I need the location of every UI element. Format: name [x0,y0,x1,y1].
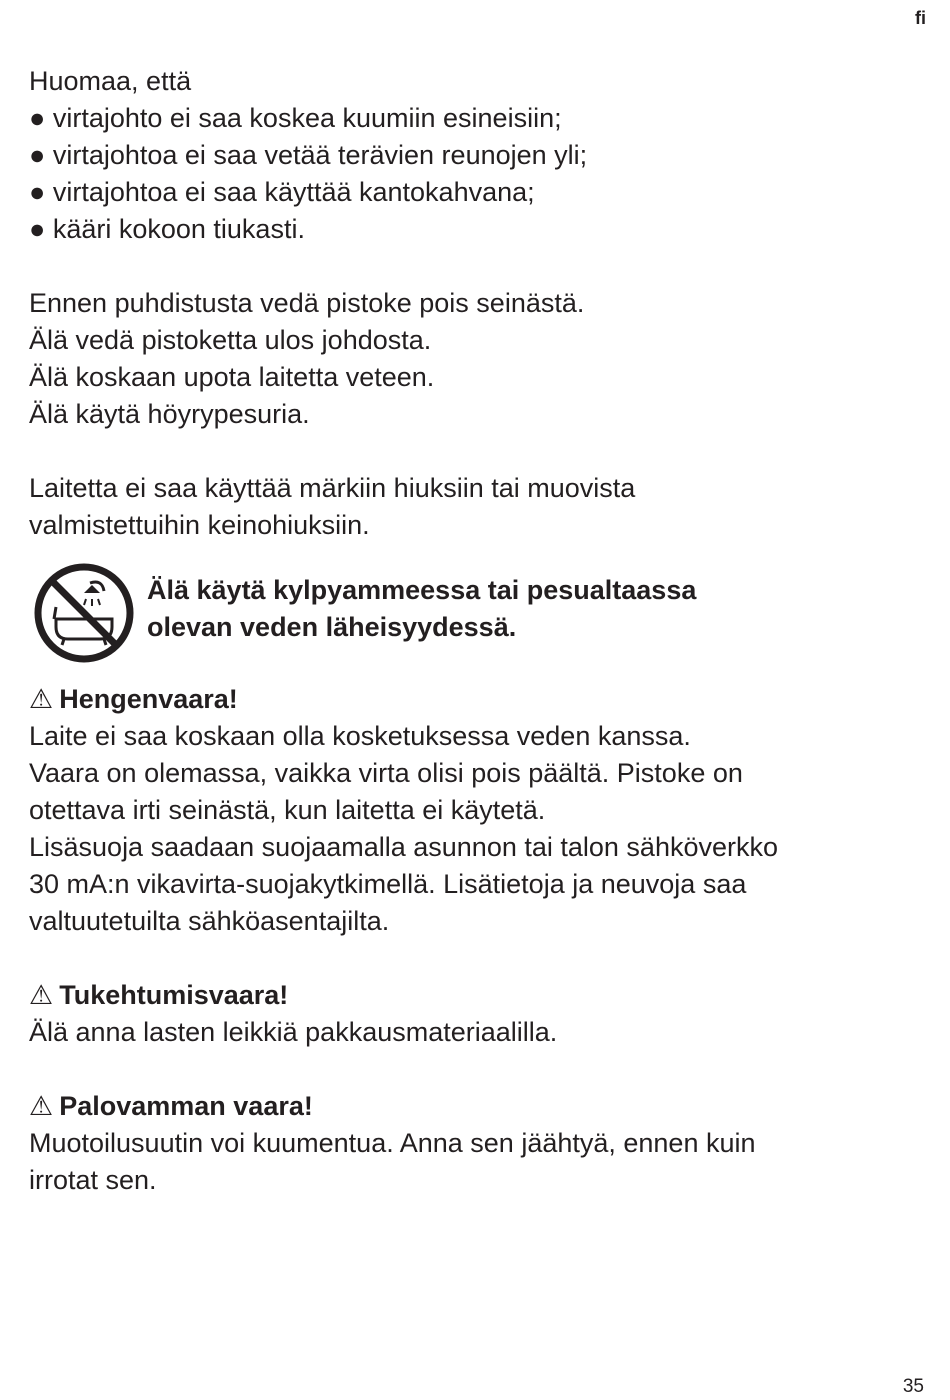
text-line: valmistettuihin keinohiuksiin. [29,510,370,540]
warning-triangle-icon: ⚠ [29,684,54,714]
bullet-glyph: ● [29,103,46,133]
bath-warning-text [147,572,696,646]
cleaning-instructions [29,285,909,433]
text-line: Muotoilusuutin voi kuumentua. Anna sen jäähtyä, ennen kuin [29,1128,756,1158]
text-line: valtuutetuilta sähköasentajilta. [29,906,390,936]
text-line: Älä vedä pistoketta ulos johdosta. [29,325,432,355]
danger-heading [29,1088,909,1125]
bullet-text: virtajohto ei saa koskea kuumiin esineisiin; [52,103,562,133]
page-number: 35 [902,1376,924,1397]
text-line: Laite ei saa koskaan olla kosketuksessa veden kanssa. [29,721,691,751]
no-bath-shower-icon [32,561,136,665]
bullet-text: virtajohtoa ei saa käyttää kantokahvana; [52,177,535,207]
heading-text: Palovamman vaara! [59,1091,313,1121]
text-line: otettava irti seinästä, kun laitetta ei käytetä. [29,795,546,825]
danger-heading [29,681,909,718]
warning-triangle-icon: ⚠ [29,1091,54,1121]
heading-text: Hengenvaara! [59,684,238,714]
danger-life-section [29,681,909,940]
text-line: Älä anna lasten leikkiä pakkausmateriaalilla. [29,1017,558,1047]
text-line: Laitetta ei saa käyttää märkiin hiuksiin tai muovista [29,473,636,503]
bullet-glyph: ● [29,214,46,244]
hair-warning [29,470,909,544]
bullet-item [29,100,909,137]
spacer [29,433,909,470]
spacer [29,940,909,977]
text-line: irrotat sen. [29,1165,157,1195]
cord-intro: Huomaa, että [29,66,192,96]
text-line: Älä koskaan upota laitetta veteen. [29,362,435,392]
danger-heading [29,977,909,1014]
spacer [29,248,909,285]
page-content [29,63,909,1199]
bullet-item [29,137,909,174]
text-line: Vaara on olemassa, vaikka virta olisi pois päältä. Pistoke on [29,758,743,788]
text-line: olevan veden läheisyydessä. [147,612,517,642]
text-line: Älä käytä kylpyammeessa tai pesualtaassa [147,575,697,605]
bullet-text: kääri kokoon tiukasti. [52,214,305,244]
spacer [29,1051,909,1088]
text-line: Lisäsuoja saadaan suojaamalla asunnon tai talon sähköverkko [29,832,778,862]
bullet-item [29,211,909,248]
heading-text: Tukehtumisvaara! [59,980,289,1010]
danger-suffocation-section [29,977,909,1051]
warning-triangle-icon: ⚠ [29,980,54,1010]
bullet-text: virtajohtoa ei saa vetää terävien reunojen yli; [52,140,588,170]
text-line: Älä käytä höyrypesuria. [29,399,310,429]
text-line: Ennen puhdistusta vedä pistoke pois seinästä. [29,288,585,318]
text-line: 30 mA:n vikavirta-suojakytkimellä. Lisätietoja ja neuvoja saa [29,869,747,899]
bath-warning [29,561,909,673]
language-code: fi [915,8,926,28]
bullet-item [29,174,909,211]
danger-burn-section [29,1088,909,1199]
cord-instructions [29,63,909,248]
bullet-glyph: ● [29,140,46,170]
bullet-glyph: ● [29,177,46,207]
